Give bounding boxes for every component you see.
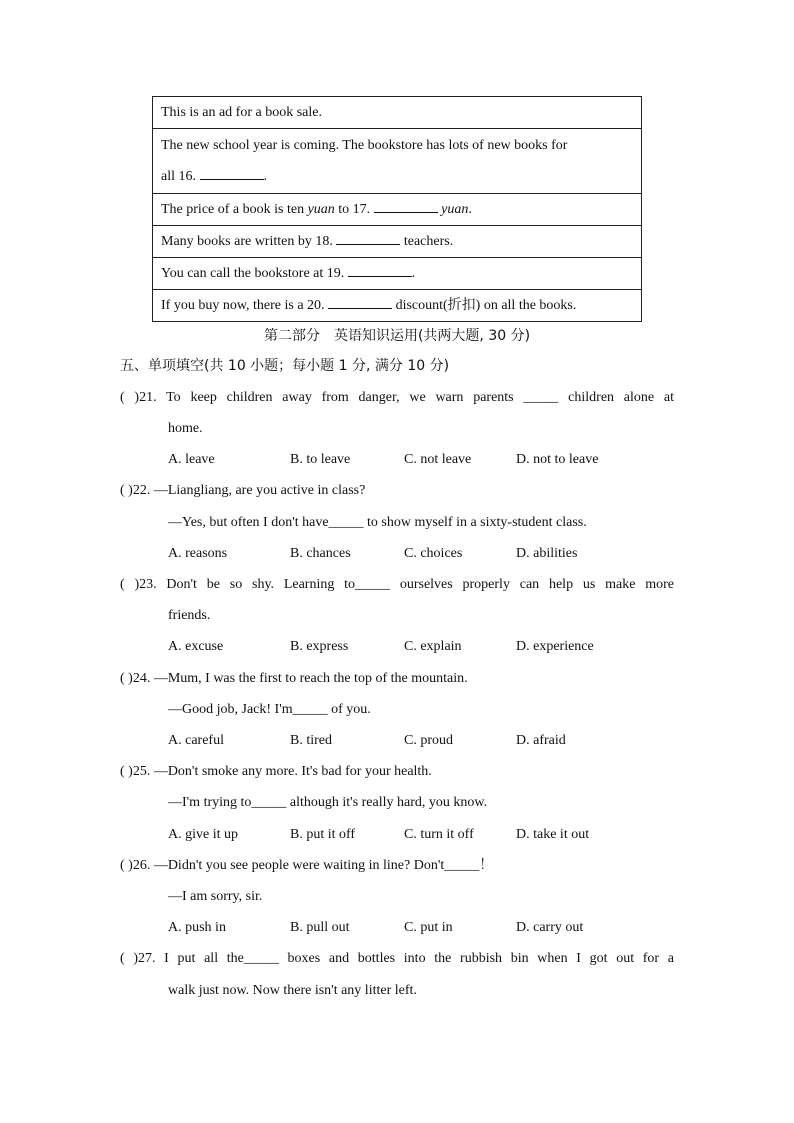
option-c[interactable]: C. explain (404, 639, 462, 654)
option-a[interactable]: A. leave (168, 452, 215, 467)
blank-18[interactable] (336, 232, 400, 245)
ad-row-5 (153, 258, 641, 290)
ad-table (152, 96, 642, 322)
ad-text-italic: yuan (307, 202, 335, 217)
ad-text: You can call the bookstore at 19. (161, 266, 348, 281)
option-b[interactable]: B. tired (290, 733, 332, 748)
option-d[interactable]: D. abilities (516, 546, 578, 561)
question-stem: ( )27. I put all the_____ boxes and bottles into the rubbish bin when I got out for a (120, 951, 674, 966)
option-c[interactable]: C. proud (404, 733, 453, 748)
ad-row-3 (153, 194, 641, 226)
ad-text: If you buy now, there is a 20. (161, 298, 329, 313)
blank-20[interactable] (328, 296, 392, 309)
option-a[interactable]: A. reasons (168, 546, 228, 561)
ad-row-4 (153, 226, 641, 258)
option-d[interactable]: D. not to leave (516, 452, 599, 467)
option-b[interactable]: B. express (290, 639, 349, 654)
question-stem-cont: —I am sorry, sir. (168, 889, 263, 904)
blank-17[interactable] (374, 200, 438, 213)
question-stem-cont: friends. (168, 608, 211, 623)
option-a[interactable]: A. give it up (168, 827, 238, 842)
part-title: 五、单项填空(共 10 小题；每小题 1 分, 满分 10 分) (120, 358, 450, 374)
section-title: 第二部分 英语知识运用(共两大题, 30 分) (263, 328, 531, 344)
question-stem: ( )24. —Mum, I was the first to reach the top of the mountain. (120, 671, 468, 686)
ad-text: all 16. (161, 169, 200, 184)
question-stem: ( )22. —Liangliang, are you active in class? (120, 483, 366, 498)
option-d[interactable]: D. experience (516, 639, 594, 654)
question-stem: ( )25. —Don't smoke any more. It's bad for your health. (120, 764, 432, 779)
option-d[interactable]: D. carry out (516, 920, 584, 935)
question-stem-cont: walk just now. Now there isn't any litter left. (168, 983, 417, 998)
blank-19[interactable] (348, 264, 412, 277)
option-a[interactable]: A. push in (168, 920, 226, 935)
ad-text: to 17. (334, 202, 374, 217)
ad-text: teachers. (400, 234, 454, 249)
question-stem-cont: home. (168, 421, 203, 436)
option-c[interactable]: C. turn it off (404, 827, 474, 842)
question-stem-cont: —Good job, Jack! I'm_____ of you. (168, 702, 371, 717)
ad-text: discount(折扣) on all the books. (392, 298, 577, 313)
ad-text-italic: yuan (441, 202, 469, 217)
question-stem: ( )23. Don't be so shy. Learning to_____ ourselves properly can help us make more (120, 577, 674, 592)
option-a[interactable]: A. careful (168, 733, 224, 748)
ad-text: . (411, 266, 416, 281)
ad-text: . (263, 169, 267, 184)
option-d[interactable]: D. take it out (516, 827, 590, 842)
blank-16[interactable] (200, 167, 264, 180)
ad-text: This is an ad for a book sale. (161, 105, 322, 120)
ad-row-2 (153, 129, 641, 194)
option-d[interactable]: D. afraid (516, 733, 566, 748)
option-c[interactable]: C. not leave (404, 452, 472, 467)
option-a[interactable]: A. excuse (168, 639, 224, 654)
option-c[interactable]: C. put in (404, 920, 453, 935)
ad-row-1 (153, 97, 641, 129)
option-b[interactable]: B. pull out (290, 920, 350, 935)
question-stem-cont: —Yes, but often I don't have_____ to show myself in a sixty-student class. (168, 515, 587, 530)
option-b[interactable]: B. to leave (290, 452, 351, 467)
question-stem-cont: —I'm trying to_____ although it's really hard, you know. (168, 795, 488, 810)
option-b[interactable]: B. put it off (290, 827, 356, 842)
question-stem: ( )21. To keep children away from danger, we warn parents _____ children alone at (120, 390, 674, 405)
option-b[interactable]: B. chances (290, 546, 351, 561)
ad-text: . (468, 202, 472, 217)
ad-text: The new school year is coming. The bookstore has lots of new books for (161, 138, 568, 153)
option-c[interactable]: C. choices (404, 546, 463, 561)
ad-row-6 (153, 290, 641, 321)
ad-text: The price of a book is ten (161, 202, 308, 217)
ad-text: Many books are written by 18. (161, 234, 337, 249)
question-stem: ( )26. —Didn't you see people were waiting in line? Don't_____！ (120, 858, 494, 873)
